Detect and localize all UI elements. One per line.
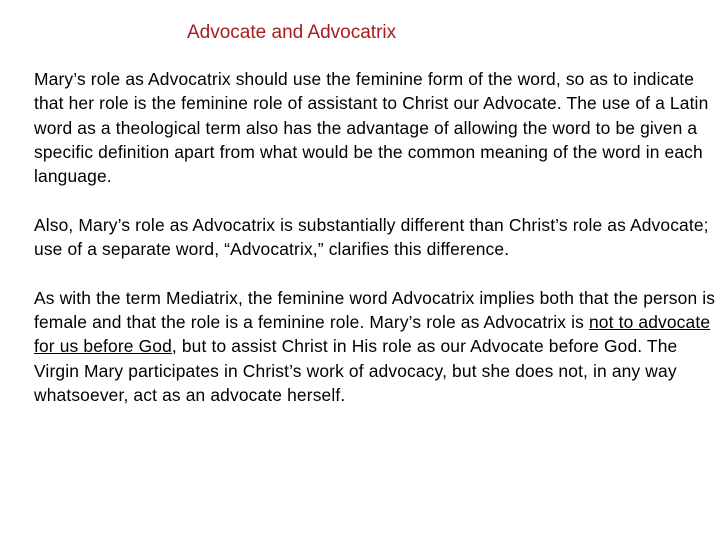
slide-body xyxy=(34,67,718,407)
paragraph-distinct-role: Also, Mary’s role as Advocatrix is substantially different than Christ’s role as Advocate; use of a separate word, “Advocatrix,” clarifies this difference. xyxy=(34,214,709,260)
paragraph-mediatrix-comparison xyxy=(34,286,718,407)
underlined-phrase: not to advocate for us before God xyxy=(34,311,711,357)
paragraph-feminine-form: Mary’s role as Advocatrix should use the feminine form of the word, so as to indicate that her role is the feminine role of assistant to Christ our Advocate. The use of a Latin word as a theological term also has the advantage of allowing the word to be given a specific definition apart from what would be the common meaning of the word in each language. xyxy=(34,69,709,187)
paragraph-3-lead: As with the term Mediatrix, the feminine word Advocatrix implies both that the person is female and that the role is a feminine role. Mary’s role as Advocatrix is xyxy=(34,287,716,332)
paragraph-3-tail: , but to assist Christ in His role as our Advocate before God. The Virgin Mary participates in Christ’s work of advocacy, but she does not, in any way whatsoever, act as an advocate herself. xyxy=(34,336,678,405)
slide-title: Advocate and Advocatrix xyxy=(187,22,397,43)
